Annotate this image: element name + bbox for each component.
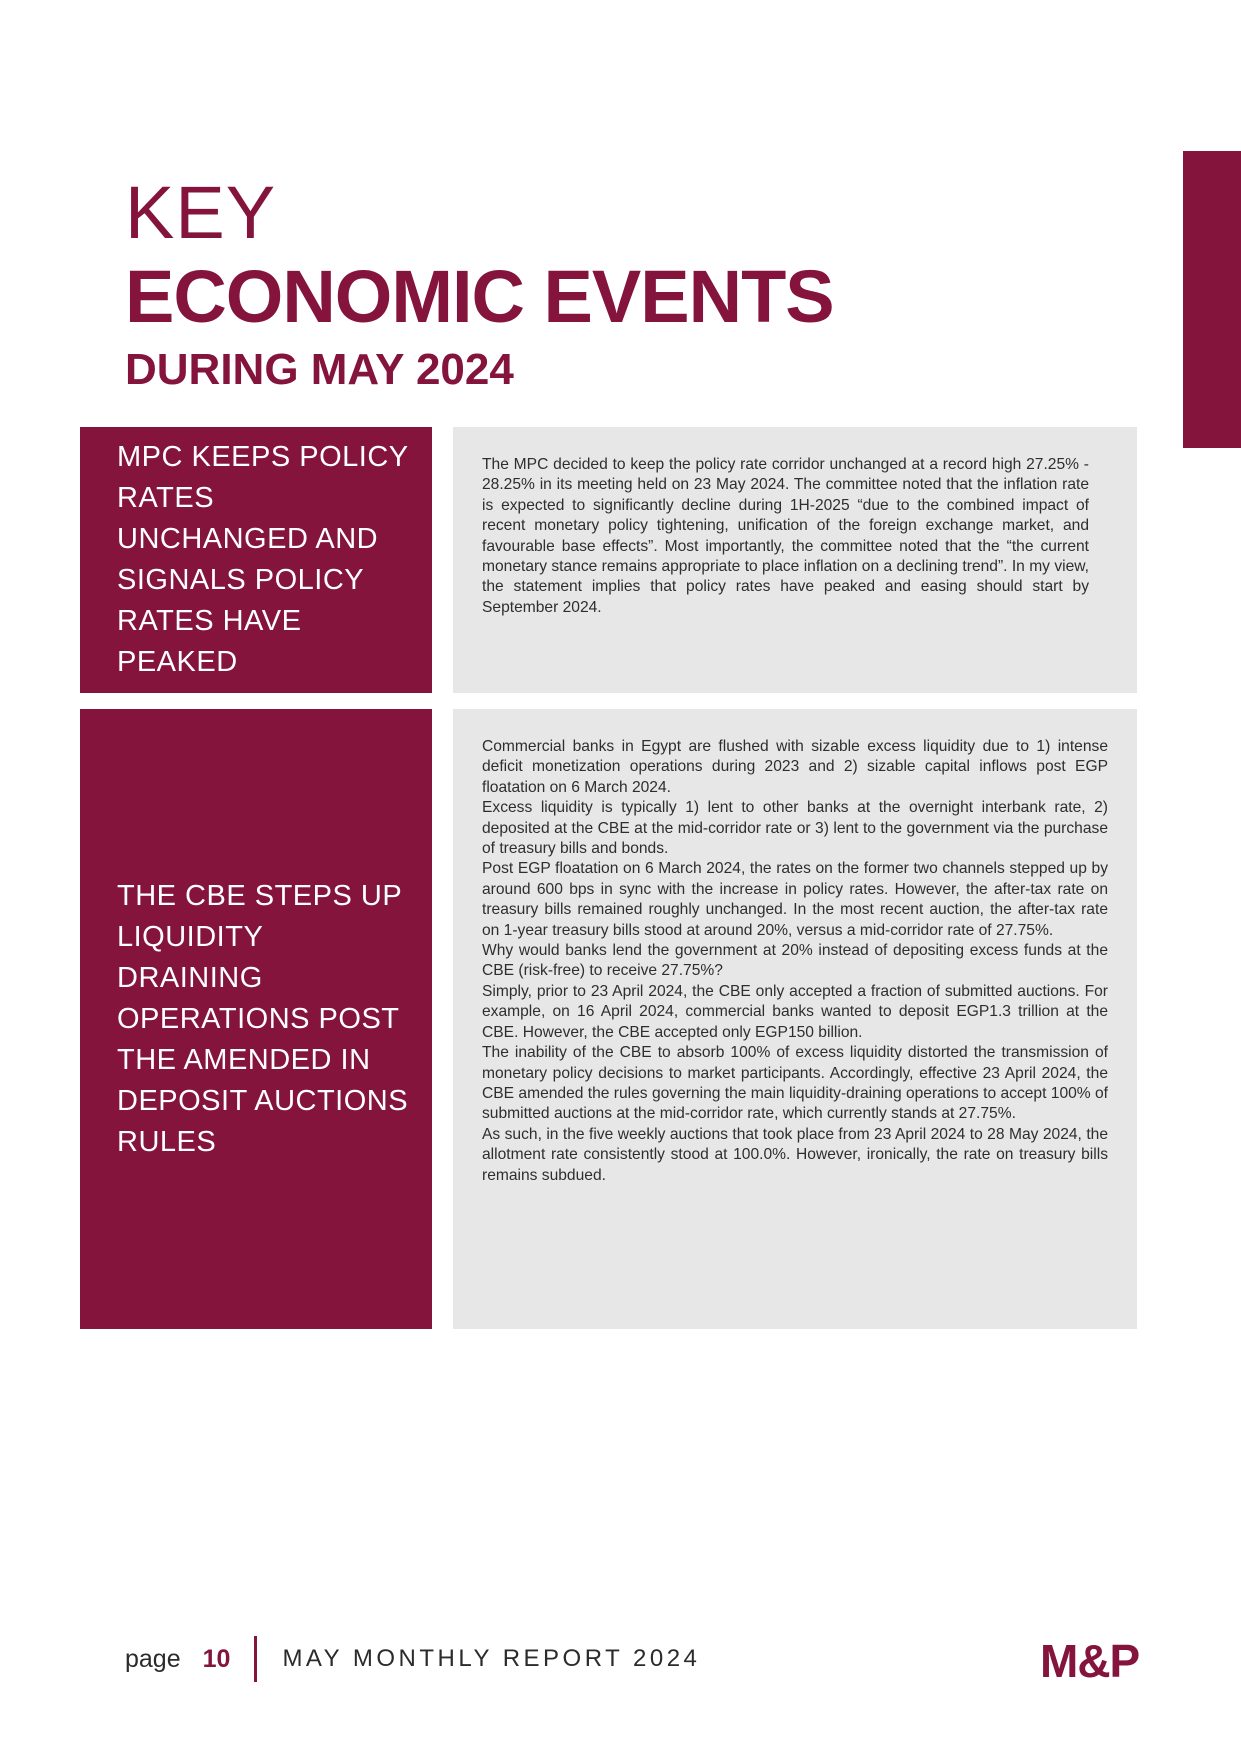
event-2-paragraph: The inability of the CBE to absorb 100% of excess liquidity distorted the transmission of monetary policy decisions to market participants. Accordingly, effective 23 April 2024, the CBE amended the rules governing the main liquidity-draining operations to accept 100% of submitted auctions at the mid-corridor rate, which currently stands at 27.75%. [482,1044,1108,1123]
event-2-paragraph: Why would banks lend the government at 20% instead of depositing excess funds at the CBE (risk-free) to receive 27.75%? [482,942,1108,980]
footer-divider [254,1636,257,1682]
report-title: MAY MONTHLY REPORT 2024 [282,1645,701,1672]
page-footer [125,1636,700,1682]
event-2-text-box [453,709,1137,1329]
event-2-paragraph: Post EGP floatation on 6 March 2024, the rates on the former two channels stepped up by around 600 bps in sync with the increase in policy rates. However, the after-tax rate on treasury bills remained roughly unchanged. In the most recent auction, the after-tax rate on 1-year treasury bills stood at around 20%, versus a mid-corridor rate of 27.75%. [482,860,1108,939]
heading-economic-events: ECONOMIC EVENTS [125,255,834,338]
heading-key: KEY [125,171,277,254]
company-logo: M&P [1040,1635,1140,1687]
event-2-paragraph: As such, in the five weekly auctions that took place from 23 April 2024 to 28 May 2024, the allotment rate consistently stood at 100.0%. However, ironically, the rate on treasury bills remains subdued. [482,1125,1108,1184]
heading-during-may: DURING MAY 2024 [125,345,514,394]
event-2-paragraph: Simply, prior to 23 April 2024, the CBE only accepted a fraction of submitted auctions. For example, on 16 April 2024, commercial banks wanted to deposit EGP1.3 trillion at the CBE. However, the CBE accepted only EGP150 billion. [482,982,1108,1041]
page-number: 10 [202,1644,231,1673]
event-2-title: THE CBE STEPS UP LIQUIDITY DRAINING OPERATIONS POST THE AMENDED IN DEPOSIT AUCTIONS RULES [117,879,409,1158]
event-1-title: MPC KEEPS POLICY RATES UNCHANGED AND SIGNALS POLICY RATES HAVE PEAKED [117,441,409,678]
page-word: page [125,1644,181,1673]
event-1-paragraph: The MPC decided to keep the policy rate corridor unchanged at a record high 27.25% - 28.25% in its meeting held on 23 May 2024. The committee noted that the inflation rate is expected to significantly decline during 1H-2025 “due to the combined impact of recent monetary policy tightening, unification of the foreign exchange market, and favourable base effects”. Most importantly, the committee noted that the “the current monetary stance remains appropriate to place inflation on a declining trend”. In my view, the statement implies that policy rates have peaked and easing should start by September 2024. [482,456,1089,616]
event-2-title-box [80,709,432,1329]
side-accent-tab [1183,151,1241,448]
event-2-paragraph: Excess liquidity is typically 1) lent to other banks at the overnight interbank rate, 2) deposited at the CBE at the mid-corridor rate or 3) lent to the government via the purchase of treasury bills and bonds. [482,799,1108,858]
event-1-text-box [453,427,1137,693]
event-2-paragraph: Commercial banks in Egypt are flushed with sizable excess liquidity due to 1) intense deficit monetization operations during 2023 and 2) sizable capital inflows post EGP floatation on 6 March 2024. [482,738,1108,796]
event-1-title-box [80,427,432,693]
